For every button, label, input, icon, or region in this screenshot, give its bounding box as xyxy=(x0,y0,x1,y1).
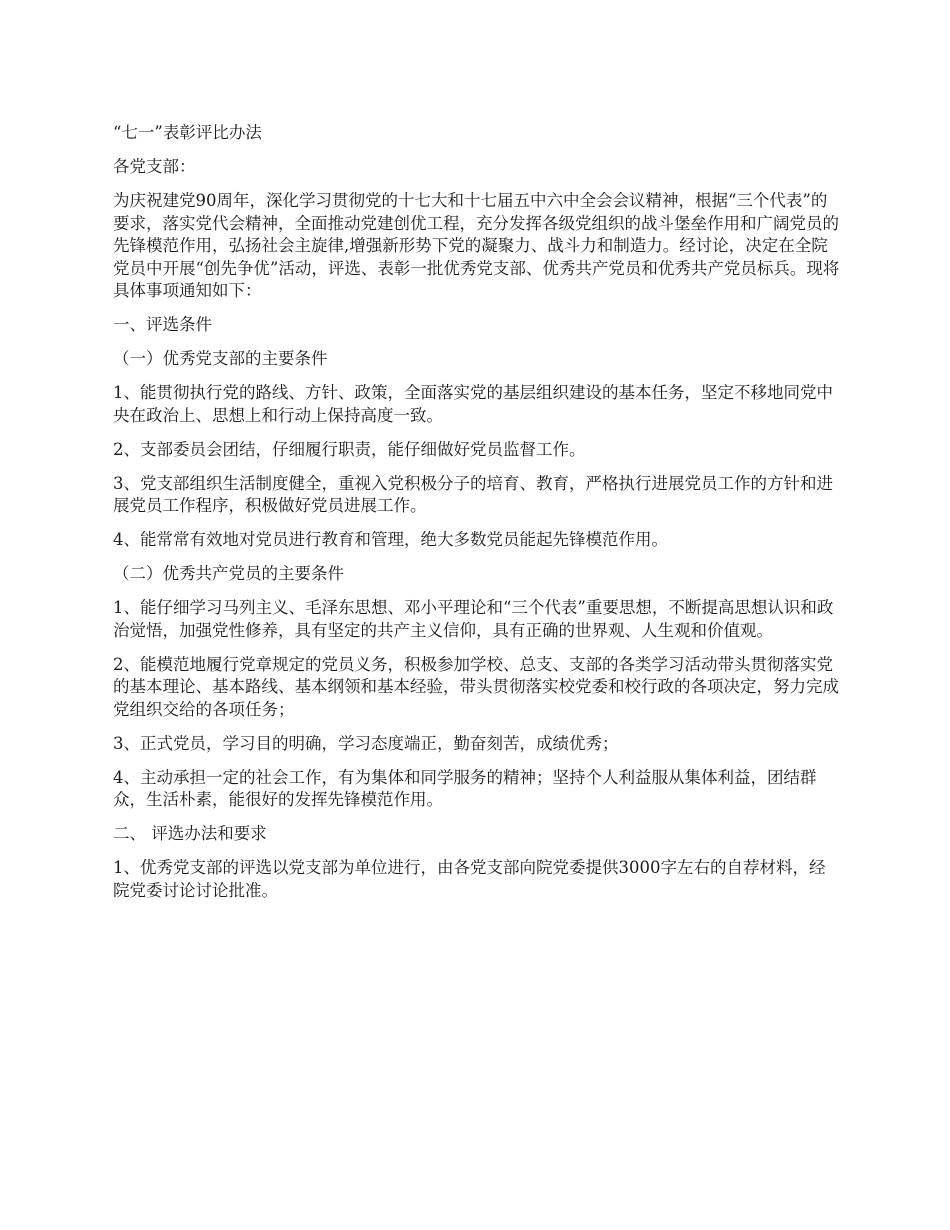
subsection-heading-member: （二）优秀共产党员的主要条件 xyxy=(113,564,344,583)
document-title: “七一”表彰评比办法 xyxy=(113,123,262,142)
branch-criterion-4: 4、能常常有效地对党员进行教育和管理，绝大多数党员能起先锋模范作用。 xyxy=(113,530,668,549)
member-criterion-1: 1、能仔细学习马列主义、毛泽东思想、邓小平理论和“三个代表”重要思想，不断提高思想认识和政治觉悟，加强党性修养，具有坚定的共产主义信仰，具有正确的世界观、人生观和价值观。 xyxy=(113,598,834,640)
member-criterion-2: 2、能模范地履行党章规定的党员义务，积极参加学校、总支、支部的各类学习活动带头贯彻落实党的基本理论、基本路线、基本纲领和基本经验，带头贯彻落实校党委和校行政的各项决定，努力完成党组织交给的各项任务； xyxy=(113,654,839,719)
section-heading-criteria: 一、评选条件 xyxy=(113,315,212,334)
section-heading-methods: 二、 评选办法和要求 xyxy=(113,824,267,843)
branch-criterion-3: 3、党支部组织生活制度健全，重视入党积极分子的培育、教育，严格执行进展党员工作的方针和进展党员工作程序，积极做好党员进展工作。 xyxy=(113,473,833,515)
method-item-1: 1、优秀党支部的评选以党支部为单位进行，由各党支部向院党委提供3000字左右的自荐材料，经院党委讨论讨论批准。 xyxy=(113,858,826,900)
subsection-heading-branch: （一）优秀党支部的主要条件 xyxy=(113,349,328,368)
branch-criterion-2: 2、支部委员会团结，仔细履行职责，能仔细做好党员监督工作。 xyxy=(113,439,586,459)
branch-criterion-1: 1、能贯彻执行党的路线、方针、政策，全面落实党的基层组织建设的基本任务，坚定不移地同党中央在政治上、思想上和行动上保持高度一致。 xyxy=(113,383,833,425)
member-criterion-3: 3、正式党员，学习目的明确，学习态度端正，勤奋刻苦，成绩优秀； xyxy=(113,733,619,753)
member-criterion-4: 4、主动承担一定的社会工作，有为集体和同学服务的精神；坚持个人利益服从集体利益，团结群众，生活朴素，能很好的发挥先锋模范作用。 xyxy=(113,767,817,809)
intro-paragraph: 为庆祝建党90周年，深化学习贯彻党的十七大和十七届五中六中全会会议精神，根据“三个代表”的要求，落实党代会精神，全面推动党建创优工程，充分发挥各级党组织的战斗堡垒作用和广阔党员的先锋模范作用，弘扬社会主旋律,增强新形势下党的凝聚力、战斗力和制造力。经讨论，决定在全院党员中开展“创先争优”活动，评选、表彰一批优秀党支部、优秀共产党员和优秀共产党员标兵。现将具体事项通知如下： xyxy=(113,191,840,300)
salutation: 各党支部： xyxy=(113,157,196,176)
document-body xyxy=(113,122,841,914)
